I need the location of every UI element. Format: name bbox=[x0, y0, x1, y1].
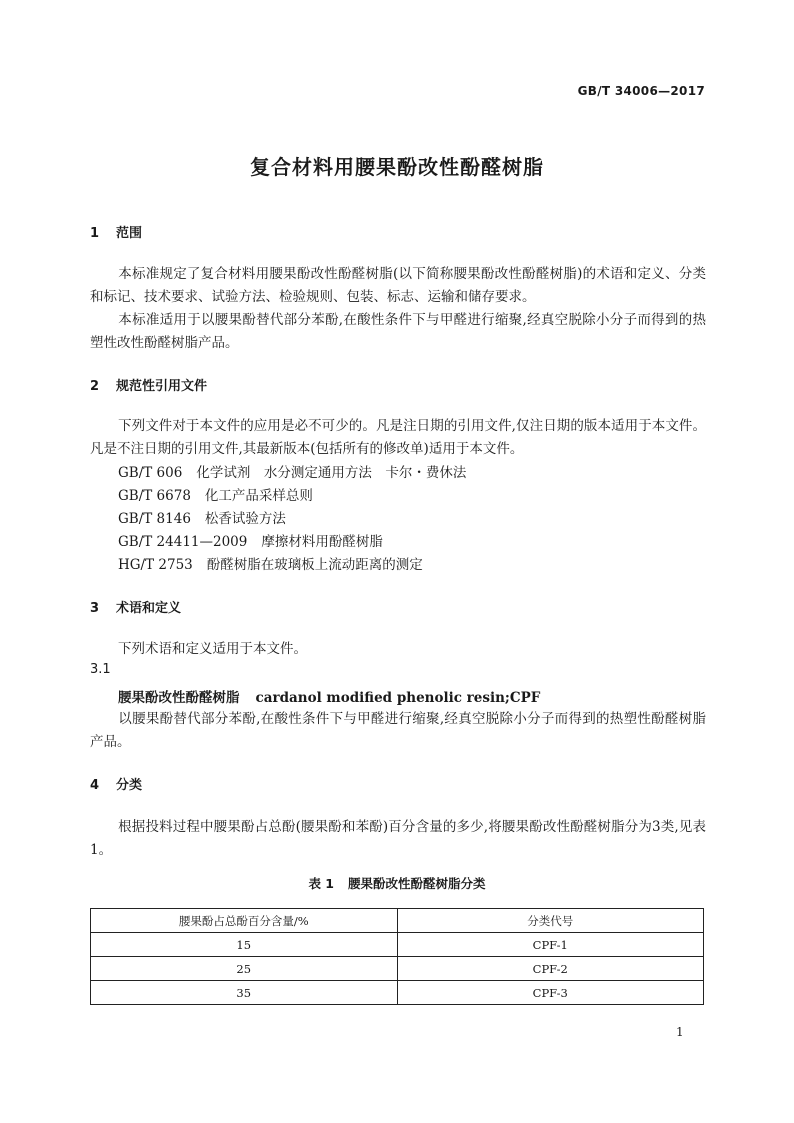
paragraph-text: 根据投料过程中腰果酚占总酚(腰果酚和苯酚)百分含量的多少,将腰果酚改性酚醛树脂分为3类,见表1。 bbox=[90, 819, 706, 858]
section-title: 术语和定义 bbox=[116, 601, 182, 616]
term-number: 3.1 bbox=[90, 662, 111, 677]
reference-code: HG/T 2753 bbox=[118, 557, 193, 573]
reference-item bbox=[118, 461, 466, 481]
section-number: 2 bbox=[90, 379, 100, 394]
reference-title: 酚醛树脂在玻璃板上流动距离的测定 bbox=[206, 557, 423, 573]
section-heading-classification bbox=[90, 774, 142, 793]
term-definition bbox=[90, 708, 706, 754]
table-cell: CPF-1 bbox=[397, 933, 704, 957]
paragraph-text: 以腰果酚替代部分苯酚,在酸性条件下与甲醛进行缩聚,经真空脱除小分子而得到的热塑性酚醛树脂产品。 bbox=[90, 711, 706, 750]
table-title: 腰果酚改性酚醛树脂分类 bbox=[348, 876, 486, 891]
table-row bbox=[91, 957, 704, 981]
term-entry bbox=[118, 686, 540, 706]
reference-title: 化工产品采样总则 bbox=[204, 488, 313, 504]
classification-paragraph bbox=[90, 816, 706, 862]
section-heading-terms bbox=[90, 597, 181, 616]
section-title: 范围 bbox=[116, 226, 143, 241]
table-cell: CPF-2 bbox=[397, 957, 704, 981]
reference-code: GB/T 8146 bbox=[118, 511, 191, 527]
table-header-row bbox=[91, 909, 704, 933]
paragraph-text: 下列文件对于本文件的应用是必不可少的。凡是注日期的引用文件,仅注日期的版本适用于本文件。凡是不注日期的引用文件,其最新版本(包括所有的修改单)适用于本文件。 bbox=[90, 418, 706, 457]
section-heading-normative-references bbox=[90, 375, 207, 394]
section-number: 1 bbox=[90, 226, 100, 241]
references-intro bbox=[90, 415, 706, 461]
paragraph-text: 下列术语和定义适用于本文件。 bbox=[118, 641, 307, 657]
reference-item bbox=[118, 553, 423, 573]
reference-code: GB/T 606 bbox=[118, 465, 183, 481]
section-heading-scope bbox=[90, 222, 142, 241]
document-title: 复合材料用腰果酚改性酚醛树脂 bbox=[250, 155, 544, 179]
section-number: 3 bbox=[90, 601, 100, 616]
table-caption bbox=[0, 874, 794, 892]
table-cell: 35 bbox=[91, 981, 398, 1005]
reference-item bbox=[118, 530, 383, 550]
section-number: 4 bbox=[90, 778, 100, 793]
table-row bbox=[91, 933, 704, 957]
table-cell: CPF-3 bbox=[397, 981, 704, 1005]
terms-intro bbox=[90, 638, 706, 661]
section-title: 分类 bbox=[116, 778, 143, 793]
paragraph-text: 本标准适用于以腰果酚替代部分苯酚,在酸性条件下与甲醛进行缩聚,经真空脱除小分子而得到的热塑性改性酚醛树脂产品。 bbox=[90, 312, 706, 351]
table-cell: 15 bbox=[91, 933, 398, 957]
reference-item bbox=[118, 484, 313, 504]
section-title: 规范性引用文件 bbox=[116, 379, 208, 394]
reference-item bbox=[118, 507, 286, 527]
scope-paragraph-1 bbox=[90, 263, 706, 309]
reference-title: 摩擦材料用酚醛树脂 bbox=[261, 534, 383, 550]
table-header-cell: 腰果酚占总酚百分含量/% bbox=[91, 909, 398, 933]
classification-table bbox=[90, 908, 704, 1005]
term-english: cardanol modified phenolic resin;CPF bbox=[255, 690, 541, 706]
reference-title: 化学试剂 水分测定通用方法 卡尔・费休法 bbox=[196, 465, 467, 481]
page-number: 1 bbox=[676, 1025, 684, 1039]
reference-code: GB/T 24411—2009 bbox=[118, 534, 248, 550]
table-cell: 25 bbox=[91, 957, 398, 981]
table-header-cell: 分类代号 bbox=[397, 909, 704, 933]
reference-code: GB/T 6678 bbox=[118, 488, 191, 504]
table-row bbox=[91, 981, 704, 1005]
table-label: 表 1 bbox=[308, 876, 335, 891]
scope-paragraph-2 bbox=[90, 309, 706, 355]
paragraph-text: 本标准规定了复合材料用腰果酚改性酚醛树脂(以下简称腰果酚改性酚醛树脂)的术语和定义、分类和标记、技术要求、试验方法、检验规则、包装、标志、运输和储存要求。 bbox=[90, 266, 706, 305]
standard-code: GB/T 34006—2017 bbox=[577, 84, 705, 98]
term-chinese: 腰果酚改性酚醛树脂 bbox=[118, 690, 240, 706]
reference-title: 松香试验方法 bbox=[204, 511, 286, 527]
